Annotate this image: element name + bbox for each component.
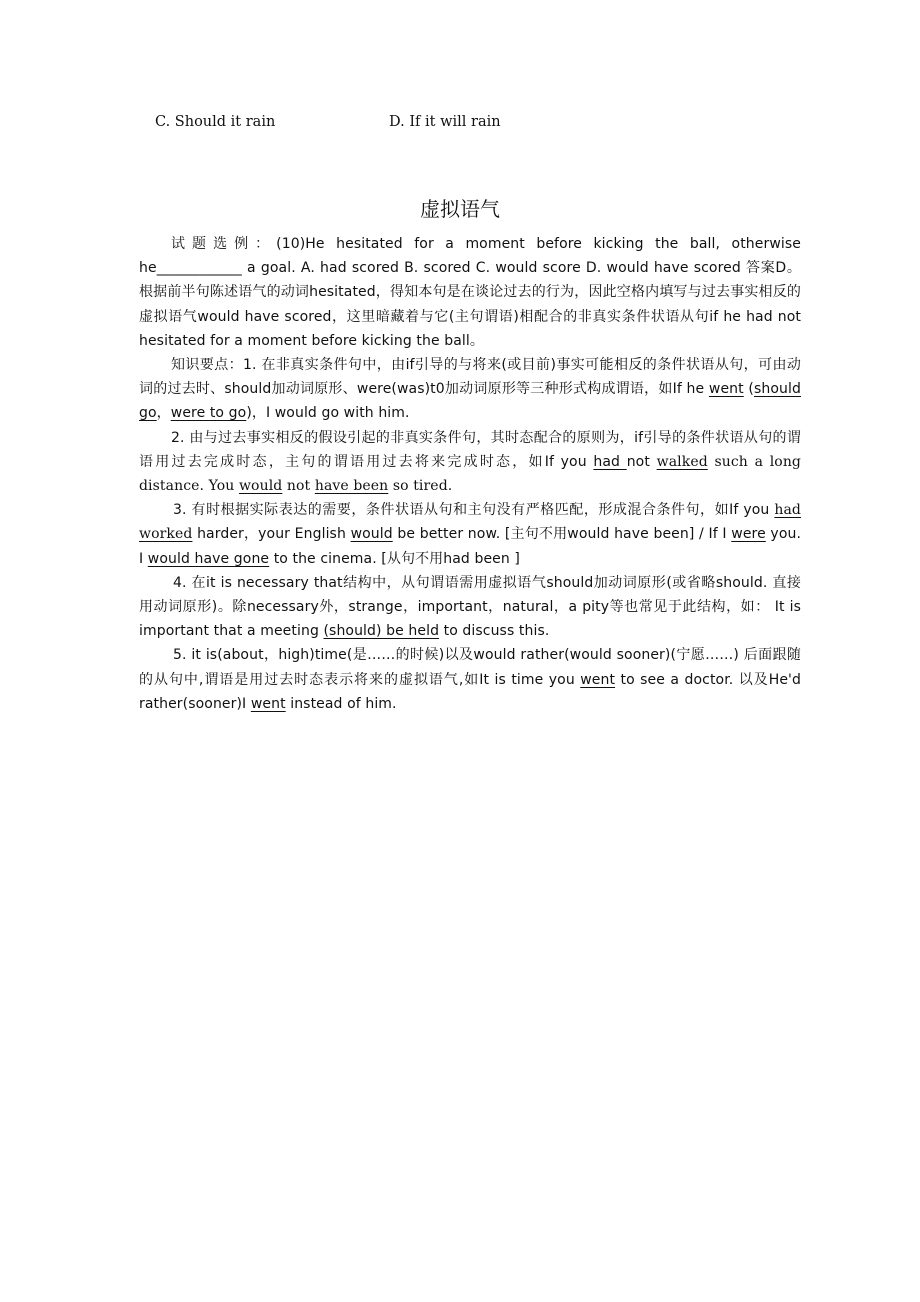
point2-underline-would: would [238,478,283,495]
point3-underline-would-have-gone: would have gone [147,550,270,567]
point1-text: ， [156,405,171,422]
section-title: 虚拟语气 [420,197,500,221]
point3-text: to the cinema. [从句不用had been ] [269,550,520,567]
point1-underline-should-go: should go [139,381,801,422]
point4-text: to discuss this. [439,623,550,640]
example-text: (10)He hesitated for a moment before kicking the ball, otherwise he [139,236,801,277]
option-c: C. Should it rain [155,114,276,130]
point5-text: 5. it is(about，high)time(是……的时候)以及would rather(would sooner)(宁愿……) 后面跟随的从句中,谓语是用过去时态表示将来的虚拟语气,如It is time you [139,647,801,688]
point2-text: not [282,478,315,495]
point3-underline-were: were [731,526,766,543]
point3-underline-would: would [350,526,393,543]
example-paragraph [139,232,801,353]
point5-text: to see a doctor. 以及He'd rather(sooner)I [139,671,801,712]
example-label: 试题选例： [171,236,277,252]
point1-underline-went: went [708,381,744,398]
point3-text: you. I [139,526,802,567]
example-text-cont: a goal. A. had scored B. scored C. would score D. would have scored 答案D。根据前半句陈述语气的动词hesitated，得知本句是在谈论过去的行为，因此空格内填写与过去事实相反的虚拟语气would have scored，这里暗藏着与它(主句谓语)相配合的非真实条件状语从句if he had not hesitated for a moment before kicking the ball。 [139,260,801,349]
knowledge-point-4 [139,571,801,644]
answer-blank: ____________ [156,260,242,277]
option-d: D. If it will rain [389,114,501,130]
answer-options [155,114,501,130]
point5-underline-went-2: went [250,695,286,712]
section-body [139,232,801,716]
point5-text: instead of him. [285,695,397,712]
point2-underline-have-been: have been [314,478,389,495]
point3-text: be better now. [主句不用would have been] / If I [392,526,732,543]
knowledge-point-3 [139,498,801,571]
point2-text: not [626,453,657,470]
point4-text: 4. 在it is necessary that结构中，从句谓语需用虚拟语气should加动词原形(或省略should. 直接用动词原形)。除necessary外，strange，important，natural，a pity等也常见于此结构，如： It is important that a meeting [139,574,801,640]
point2-text: 2. 由与过去事实相反的假设引起的非真实条件句，其时态配合的原则为，if引导的条件状语从句的谓语用过去完成时态，主句的谓语用过去将来完成时态，如If you [139,429,801,470]
point1-text: )，I would go with him. [246,405,410,422]
point1-text: 知识要点：1. 在非真实条件句中，由if引导的与将来(或目前)事实可能相反的条件状语从句，可由动词的过去时、should加动词原形、were(was)t0加动词原形等三种形式构成谓语，如If he [139,357,801,398]
point2-underline-had: had [593,453,627,470]
point2-text: so tired. [388,478,453,495]
point1-underline-were-to-go: were to go [170,405,247,422]
knowledge-point-2 [139,426,801,499]
point3-text: 3. 有时根据实际表达的需要，条件状语从句和主句没有严格匹配，形成混合条件句，如If you [173,502,775,519]
point2-text: such a long distance. You [139,453,801,495]
knowledge-point-1 [139,353,801,426]
knowledge-point-5 [139,643,801,716]
point3-text: harder，your English [192,526,351,543]
point2-underline-walked: walked [656,453,708,470]
point4-underline-should-be-held: (should) be held [323,623,440,640]
point5-underline-went: went [580,671,616,688]
point1-text: ( [743,381,754,398]
point3-underline-had-worked: had worked [139,502,801,543]
